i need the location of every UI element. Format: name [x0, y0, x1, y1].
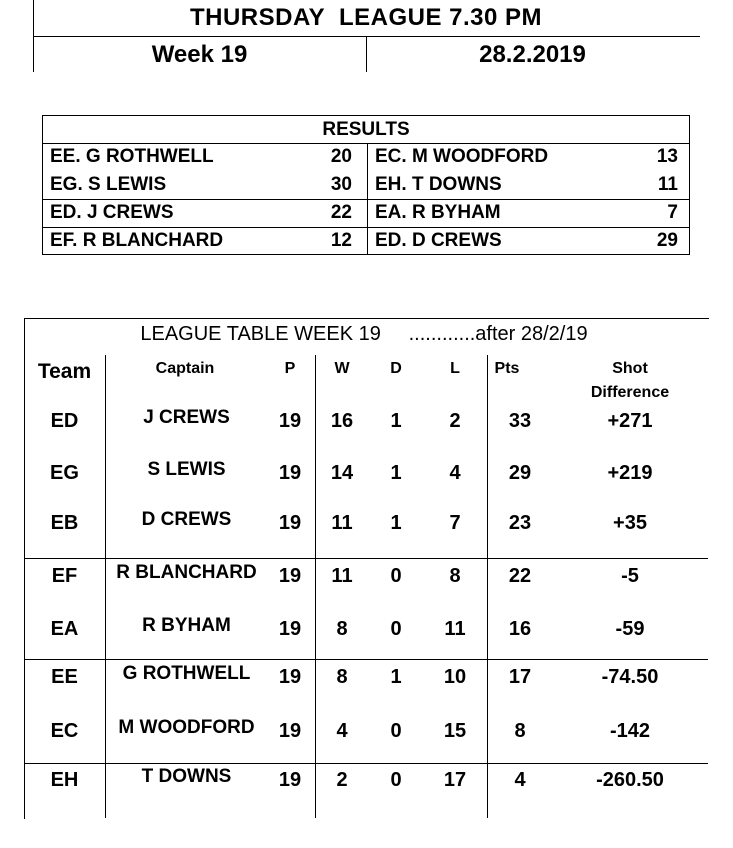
shot-difference-cell: +35 [613, 512, 647, 534]
lost-cell: 10 [443, 666, 467, 688]
header-won: W [334, 360, 350, 377]
team-code: EC [50, 720, 79, 742]
league-table-title: LEAGUE TABLE WEEK 19 ............after 28/2/19 [140, 323, 588, 345]
home-team: EE. G ROTHWELL [50, 146, 214, 167]
team-code: EA [50, 618, 79, 640]
week-label: Week 19 [151, 41, 248, 68]
away-score: 13 [656, 146, 678, 167]
header-shot-line1: Shot [612, 360, 648, 377]
team-code: EF [51, 565, 78, 587]
team-code: EG [50, 462, 79, 484]
team-code: EH [50, 769, 79, 791]
drawn-cell: 1 [390, 410, 402, 432]
captain-name: R BLANCHARD [116, 562, 257, 583]
played-cell: 19 [278, 720, 302, 742]
row-group-divider [24, 763, 708, 764]
played-cell: 19 [278, 462, 302, 484]
shot-difference-cell: -5 [621, 565, 639, 587]
results-row [42, 227, 690, 255]
row-group-divider [24, 659, 708, 660]
drawn-cell: 1 [390, 462, 402, 484]
lost-cell: 8 [449, 565, 461, 587]
won-cell: 11 [331, 565, 353, 587]
played-cell: 19 [278, 565, 302, 587]
column-divider [315, 355, 316, 818]
drawn-cell: 1 [390, 512, 402, 534]
away-team: EA. R BYHAM [375, 202, 501, 223]
away-score: 11 [657, 174, 678, 195]
played-cell: 19 [278, 769, 302, 791]
away-score: 7 [667, 202, 678, 223]
team-code: ED [50, 410, 79, 432]
points-cell: 17 [508, 666, 532, 688]
won-cell: 16 [330, 410, 354, 432]
home-score: 30 [330, 174, 352, 195]
points-cell: 16 [508, 618, 532, 640]
captain-name: S LEWIS [147, 459, 226, 480]
captain-name: T DOWNS [141, 766, 232, 787]
page-title: THURSDAY LEAGUE 7.30 PM [189, 4, 543, 31]
header-shot-line2: Difference [590, 384, 670, 401]
drawn-cell: 0 [390, 565, 402, 587]
away-team: EH. T DOWNS [375, 174, 502, 195]
points-cell: 29 [508, 462, 532, 484]
captain-name: M WOODFORD [118, 717, 255, 738]
captain-name: J CREWS [143, 407, 230, 428]
header-captain: Captain [155, 360, 215, 377]
shot-difference-cell: +219 [607, 462, 653, 484]
lost-cell: 17 [443, 769, 467, 791]
row-group-divider [24, 558, 708, 559]
won-cell: 4 [336, 720, 348, 742]
points-cell: 22 [508, 565, 532, 587]
shot-difference-cell: +271 [607, 410, 653, 432]
points-cell: 23 [508, 512, 532, 534]
lost-cell: 15 [443, 720, 467, 742]
won-cell: 8 [336, 666, 348, 688]
played-cell: 19 [278, 618, 302, 640]
home-team: ED. J CREWS [50, 202, 174, 223]
won-cell: 14 [330, 462, 354, 484]
header-drawn: D [390, 360, 402, 377]
home-score: 20 [330, 146, 352, 167]
points-cell: 8 [514, 720, 526, 742]
shot-difference-cell: -142 [609, 720, 651, 742]
played-cell: 19 [278, 410, 302, 432]
won-cell: 2 [336, 769, 348, 791]
points-cell: 4 [514, 769, 526, 791]
away-score: 29 [656, 230, 678, 251]
lost-cell: 11 [444, 618, 466, 640]
results-row [42, 143, 690, 171]
team-code: EE [51, 666, 78, 688]
drawn-cell: 0 [390, 618, 402, 640]
captain-name: G ROTHWELL [122, 663, 251, 684]
results-row [42, 199, 690, 227]
header-team: Team [37, 360, 92, 383]
header-played: P [284, 360, 296, 377]
header-lost: L [450, 360, 460, 377]
home-score: 12 [330, 230, 352, 251]
away-team: ED. D CREWS [375, 230, 502, 251]
results-title: RESULTS [322, 119, 410, 140]
drawn-cell: 1 [390, 666, 402, 688]
captain-name: R BYHAM [142, 615, 231, 636]
header-points: Pts [494, 360, 520, 377]
shot-difference-cell: -260.50 [596, 769, 664, 791]
lost-cell: 7 [449, 512, 461, 534]
date-label: 28.2.2019 [479, 41, 586, 68]
results-row [42, 171, 690, 199]
team-code: EB [50, 512, 79, 534]
won-cell: 11 [331, 512, 353, 534]
played-cell: 19 [278, 666, 302, 688]
lost-cell: 2 [449, 410, 461, 432]
home-team: EG. S LEWIS [50, 174, 167, 195]
won-cell: 8 [336, 618, 348, 640]
shot-difference-cell: -74.50 [601, 666, 659, 688]
captain-name: D CREWS [141, 509, 232, 530]
away-team: EC. M WOODFORD [375, 146, 549, 167]
home-team: EF. R BLANCHARD [50, 230, 224, 251]
points-cell: 33 [508, 410, 532, 432]
drawn-cell: 0 [390, 720, 402, 742]
column-divider [487, 355, 488, 818]
lost-cell: 4 [449, 462, 461, 484]
played-cell: 19 [278, 512, 302, 534]
shot-difference-cell: -59 [615, 618, 645, 640]
drawn-cell: 0 [390, 769, 402, 791]
home-score: 22 [330, 202, 352, 223]
